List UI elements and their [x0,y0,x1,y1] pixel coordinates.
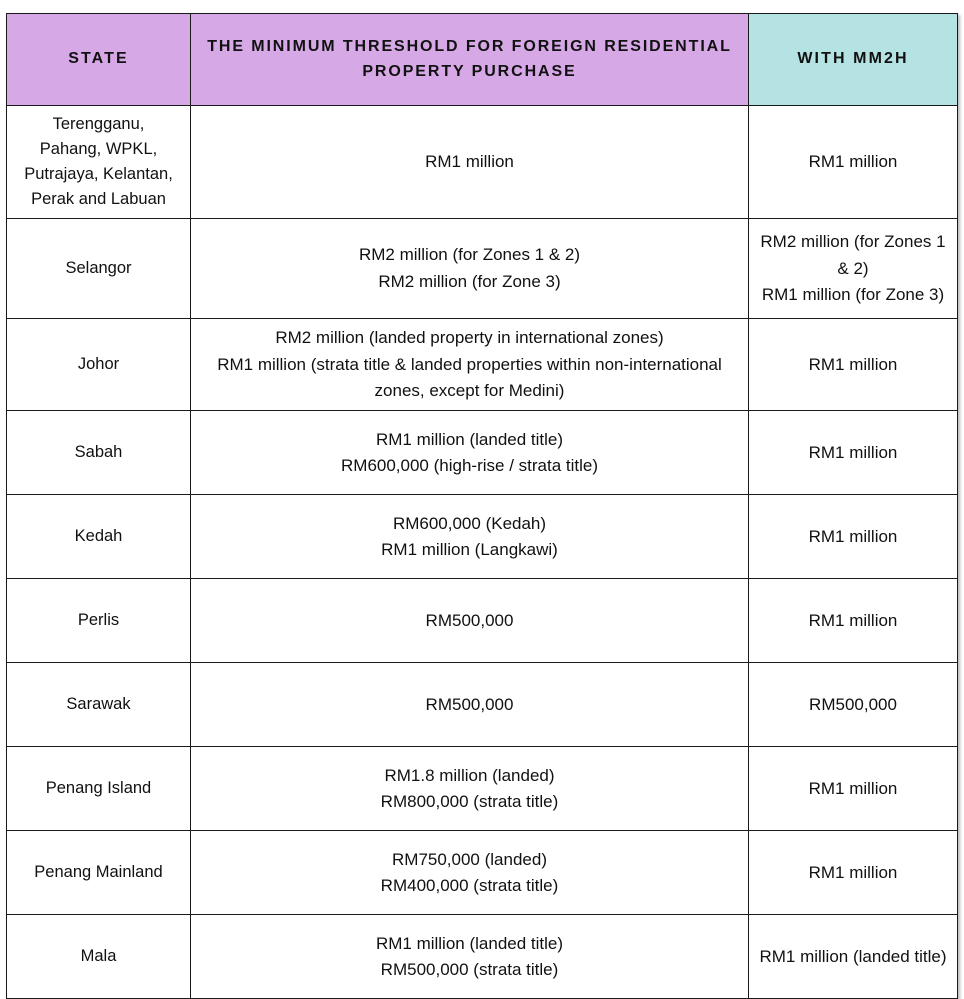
cell-threshold [191,831,749,915]
table-header [7,14,958,106]
cell-threshold [191,411,749,495]
cell-state-line: Terengganu, [52,115,145,133]
cell-mm2h [749,663,958,747]
cell-state [7,579,191,663]
cell-state-line: Selangor [65,259,132,278]
cell-mm2h-line: RM1 million [808,610,898,630]
cell-mm2h-line: RM1 million (for Zone 3) [761,284,945,304]
cell-mm2h-line: RM1 million [808,354,898,374]
cell-threshold-line: RM1 million (landed title) [375,933,564,953]
cell-threshold-line: RM1 million (landed title) [375,429,564,449]
cell-threshold-line: RM400,000 (strata title) [380,875,559,895]
cell-mm2h [749,579,958,663]
cell-state-line: Johor [77,355,120,374]
cell-state-line: Sabah [74,443,123,462]
table-row [7,495,958,579]
cell-threshold [191,106,749,219]
cell-threshold-line: RM1 million (Langkawi) [381,539,558,559]
table-row [7,663,958,747]
cell-state [7,106,191,219]
cell-mm2h-line: RM1 million [808,526,898,546]
table-row [7,106,958,219]
column-header-state: STATE [7,14,191,106]
cell-mm2h [749,831,958,915]
cell-state [7,915,191,999]
minimum-threshold-table [6,13,958,999]
table-row [7,411,958,495]
cell-threshold [191,579,749,663]
table-row [7,219,958,319]
cell-state [7,319,191,411]
cell-threshold [191,495,749,579]
cell-state [7,495,191,579]
cell-threshold-line: RM1 million (strata title & landed properties within non-international zones, except for Medini) [217,354,722,400]
cell-state-line: Penang Island [45,779,152,798]
cell-mm2h [749,411,958,495]
cell-state-line: Putrajaya, Kelantan, [24,165,173,184]
cell-state-line: Perlis [77,611,120,630]
cell-threshold [191,663,749,747]
cell-threshold-line: RM500,000 [425,610,514,630]
cell-state [7,663,191,747]
cell-threshold-line: RM1 million [425,151,514,171]
cell-threshold-line: RM2 million (for Zone 3) [378,271,561,291]
cell-mm2h [749,747,958,831]
table-row [7,915,958,999]
cell-state-line: Perak and Labuan [31,190,166,209]
cell-mm2h-line: RM1 million [808,442,898,462]
cell-threshold-line: RM600,000 (high-rise / strata title) [341,455,598,475]
cell-threshold-line: RM2 million (landed property in international zones) [275,328,664,348]
table-row [7,579,958,663]
cell-threshold [191,219,749,319]
cell-state-line: Penang Mainland [34,863,163,882]
cell-threshold [191,747,749,831]
cell-mm2h [749,319,958,411]
header-row [7,14,958,106]
cell-mm2h [749,219,958,319]
cell-threshold [191,319,749,411]
table-row [7,831,958,915]
cell-mm2h-line: RM1 million (landed title) [759,946,947,966]
cell-threshold-line: RM1.8 million (landed) [384,765,555,785]
cell-state [7,747,191,831]
cell-threshold-line: RM750,000 (landed) [392,849,547,869]
cell-mm2h-line: RM1 million [808,778,898,798]
cell-threshold [191,915,749,999]
cell-mm2h [749,495,958,579]
cell-state-line: Pahang, WPKL, [39,140,158,159]
threshold-table-container [6,13,957,983]
cell-threshold-line: RM500,000 (strata title) [380,959,559,979]
cell-mm2h-line: RM1 million [808,862,898,882]
cell-state-line: Mala [80,947,117,966]
cell-threshold-line: RM800,000 (strata title) [380,791,559,811]
cell-mm2h-line: RM1 million [808,151,898,171]
cell-threshold-line: RM2 million (for Zones 1 & 2) [358,245,581,265]
cell-state [7,219,191,319]
cell-mm2h [749,106,958,219]
cell-threshold-line: RM600,000 (Kedah) [392,513,547,533]
cell-state-line: Sarawak [66,695,131,714]
cell-state-line: Kedah [74,527,123,546]
table-row [7,319,958,411]
cell-state [7,411,191,495]
column-header-threshold: THE MINIMUM THRESHOLD FOR FOREIGN RESIDENTIAL PROPERTY PURCHASE [191,14,749,106]
table-row [7,747,958,831]
cell-mm2h-line: RM500,000 [809,694,897,714]
cell-state [7,831,191,915]
column-header-mm2h: WITH MM2H [749,14,958,106]
cell-mm2h-line: RM2 million (for Zones 1 & 2) [760,232,946,278]
cell-threshold-line: RM500,000 [425,694,514,714]
table-body [7,106,958,999]
cell-mm2h [749,915,958,999]
